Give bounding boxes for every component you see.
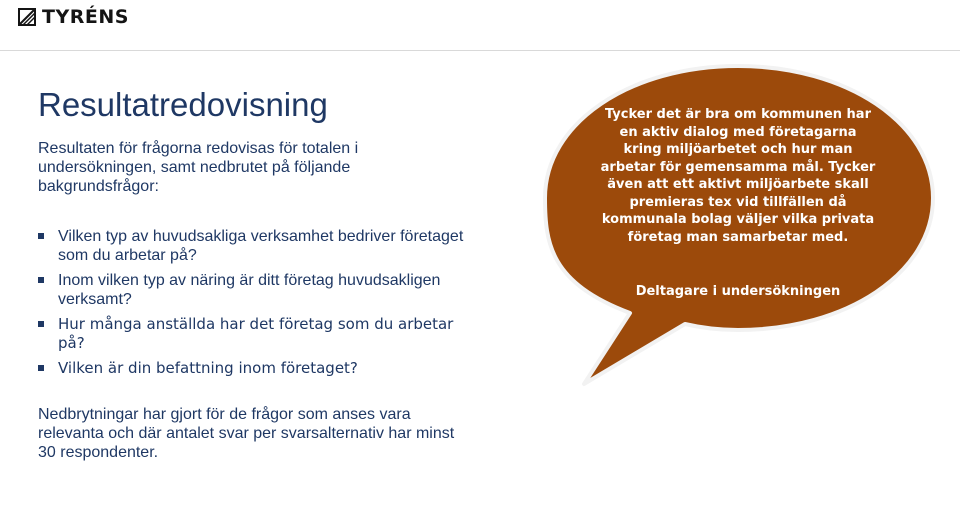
bullet-item — [38, 359, 468, 378]
callout-attribution: Deltagare i undersökningen — [635, 284, 841, 299]
intro-text: Resultaten för frågorna redovisas för totalen i undersökningen, samt nedbrutet på följande bakgrundsfrågor: — [38, 140, 359, 195]
tyrens-logo-icon — [18, 8, 36, 26]
bullet-marker-icon — [38, 277, 44, 283]
tyrens-logo — [18, 6, 129, 28]
footnote-text: Nedbrytningar har gjort för de frågor som anses vara relevanta och där antalet svar per svarsalternativ har minst 30 respondenter. — [38, 406, 455, 461]
callout-quote: Tycker det är bra om kommunen har en aktiv dialog med företagarna kring miljöarbetet och hur man arbetar för gemensamma mål. Tycker även att ett aktivt miljöarbete skall premieras tex vid tillfällen då kommunala bolag väljer vilka privata företag man samarbetar med. — [600, 107, 876, 245]
bullet-item — [38, 271, 468, 309]
slide-title: Resultatredovisning — [38, 86, 328, 123]
bullet-text: Vilken typ av huvudsakliga verksamhet bedriver företaget som du arbetar på? — [58, 228, 464, 264]
bullet-text: Hur många anställda har det företag som du arbetar på? — [58, 315, 454, 352]
brand-name: TYRÉNS — [42, 6, 129, 28]
bullet-list — [38, 227, 468, 384]
bullet-marker-icon — [38, 365, 44, 371]
bullet-marker-icon — [38, 233, 44, 239]
bullet-text: Vilken är din befattning inom företaget? — [58, 359, 358, 377]
bullet-item — [38, 227, 468, 265]
bullet-marker-icon — [38, 321, 44, 327]
bullet-item — [38, 315, 468, 353]
header-divider — [0, 50, 960, 51]
bullet-text: Inom vilken typ av näring är ditt företag huvudsakligen verksamt? — [58, 272, 441, 308]
